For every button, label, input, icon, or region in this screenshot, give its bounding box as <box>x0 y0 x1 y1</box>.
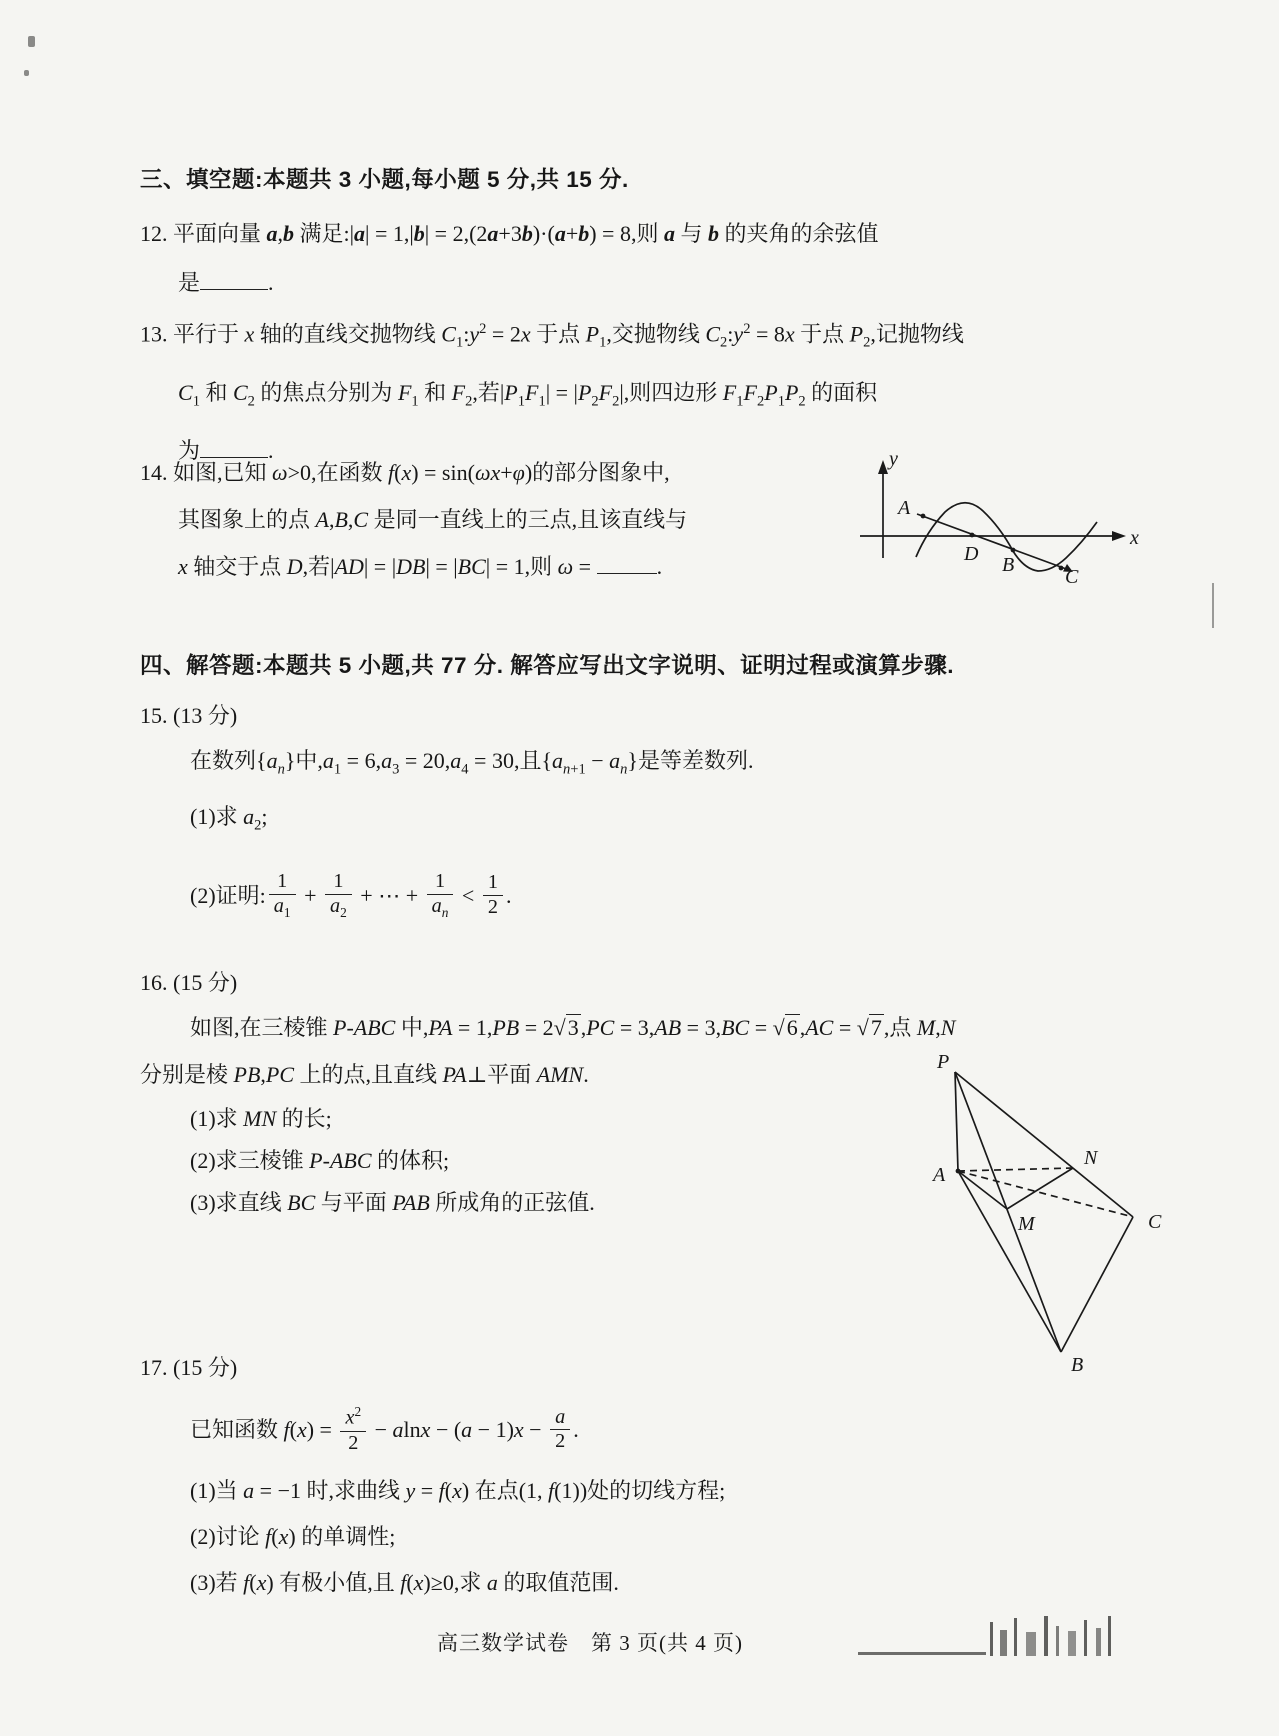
vertex-label-A: A <box>933 1164 946 1186</box>
question-17-line-1: 已知函数 f(x) = $\frac{x^2}{2}$ − alnx − (a − 1)x − $\frac{a}{2}$ . <box>190 1404 579 1454</box>
question-13-line-3: 为 . <box>178 438 274 464</box>
edge-BC <box>1061 1217 1133 1352</box>
vertex-label-C: C <box>1148 1211 1162 1233</box>
edge-PB <box>955 1072 1061 1352</box>
point-label-D: D <box>964 543 979 565</box>
question-12-line-2: 是 . <box>178 270 274 295</box>
question-17-part-2: (2)讨论 f(x) 的单调性; <box>190 1524 396 1549</box>
question-14 <box>140 449 790 590</box>
question-16-line-2: 分别是棱 PB,PC 上的点,且直线 PA⊥平面 AMN. <box>140 1062 589 1087</box>
question-17-title: 17. (15 分) <box>140 1355 238 1380</box>
sine-graph-figure <box>770 408 1145 583</box>
question-12 <box>140 209 879 307</box>
question-12-line-1: 12. 平面向量 a,b 满足:|a| = 1,|b| = 2,(2a+3b)·(a+b) = 8,则 a 与 b 的夹角的余弦值 <box>140 221 879 246</box>
question-13-line-1: 13. 平行于 x 轴的直线交抛物线 $C_1:y^2 = 2x$ 于点 $P_1$,交抛物线 $C_2:y^2 = 8x$ 于点 $P_2$,记抛物线 <box>140 321 964 351</box>
question-15 <box>140 696 753 935</box>
question-14-line-1: 14. 如图,已知 ω>0,在函数 f(x) = sin(ωx+φ)的部分图象中, <box>140 460 670 485</box>
question-17 <box>140 1348 725 1606</box>
edge-AC-dashed <box>958 1171 1133 1217</box>
point-B <box>1011 548 1016 553</box>
question-16-line-1: 如图,在三棱锥 P-ABC 中,PA = 1,PB = 2√3,PC = 3,AB = 3,BC = √6,AC = √7,点 M,N <box>190 1015 956 1040</box>
question-16-part-3: (3)求直线 BC 与平面 PAB 所成角的正弦值. <box>190 1190 595 1215</box>
x-axis-arrow <box>1112 531 1126 541</box>
question-15-line-1: 在数列$\{a_n\}$中$,a_1 = 6,a_3 = 20,a_4 = 30$,且$\{a_{n+1} - a_n\}$是等差数列. <box>190 748 754 778</box>
scan-line-artifact <box>1212 583 1214 628</box>
point-label-A: A <box>898 497 911 519</box>
edge-MN <box>1007 1168 1073 1209</box>
page-footer: 高三数学试卷 第 3 页(共 4 页) <box>437 1631 743 1655</box>
edge-AN-dashed <box>958 1168 1073 1171</box>
scan-speck <box>24 70 29 76</box>
section-4-header: 四、解答题:本题共 5 小题,共 77 分. 解答应写出文字说明、证明过程或演算步骤. <box>140 653 955 678</box>
question-13-line-2: $C_1$ 和 $C_2$ 的焦点分别为 $F_1$ 和 $F_2$,若$|P_1F_1| = |P_2F_2|$,则四边形 $F_1F_2P_1P_2$ 的面积 <box>178 379 878 410</box>
point-label-C: C <box>1065 566 1079 583</box>
question-16-title: 16. (15 分) <box>140 970 238 995</box>
scan-artifact-line <box>858 1652 986 1655</box>
y-axis-arrow <box>878 460 888 474</box>
question-15-part-1: (1)求 $a_2$; <box>190 804 268 834</box>
vertex-label-P: P <box>937 1051 950 1073</box>
question-15-part-2: (2)证明: $\frac{1}{a_1}$ + $\frac{1}{a_2}$ + ⋯ + $\frac{1}{a_n}$ < $\frac{1}{2}$ . <box>190 870 512 921</box>
tetrahedron-figure <box>893 1040 1223 1385</box>
y-axis-label: y <box>889 448 898 470</box>
scan-speck <box>28 36 35 47</box>
vertex-A-dot <box>956 1169 961 1174</box>
vertex-label-B: B <box>1071 1354 1084 1376</box>
vertex-label-M: M <box>1018 1213 1035 1235</box>
question-16-part-2: (2)求三棱锥 P-ABC 的体积; <box>190 1148 450 1173</box>
edge-PA <box>955 1072 958 1171</box>
point-D <box>970 533 975 538</box>
vertex-label-N: N <box>1084 1147 1098 1169</box>
question-17-part-3: (3)若 f(x) 有极小值,且 f(x)≥0,求 a 的取值范围. <box>190 1570 619 1595</box>
x-axis-label: x <box>1130 527 1139 549</box>
section-3-header: 三、填空题:本题共 3 小题,每小题 5 分,共 15 分. <box>140 167 629 192</box>
question-16-part-1: (1)求 MN 的长; <box>190 1106 332 1131</box>
question-14-line-2: 其图象上的点 A,B,C 是同一直线上的三点,且该直线与 <box>178 507 688 532</box>
point-C <box>1059 566 1064 571</box>
question-17-part-1: (1)当 a = −1 时,求曲线 y = f(x) 在点(1, f(1))处的切线方程; <box>190 1478 726 1503</box>
question-16 <box>140 963 955 1224</box>
point-label-B: B <box>1002 554 1015 576</box>
edge-AB <box>958 1171 1061 1352</box>
point-A <box>921 514 926 519</box>
scan-artifact-barcode <box>858 1608 1120 1664</box>
question-14-line-3: x 轴交于点 D,若|AD| = |DB| = |BC| = 1,则 ω = . <box>178 554 663 579</box>
question-15-title: 15. (13 分) <box>140 703 238 728</box>
